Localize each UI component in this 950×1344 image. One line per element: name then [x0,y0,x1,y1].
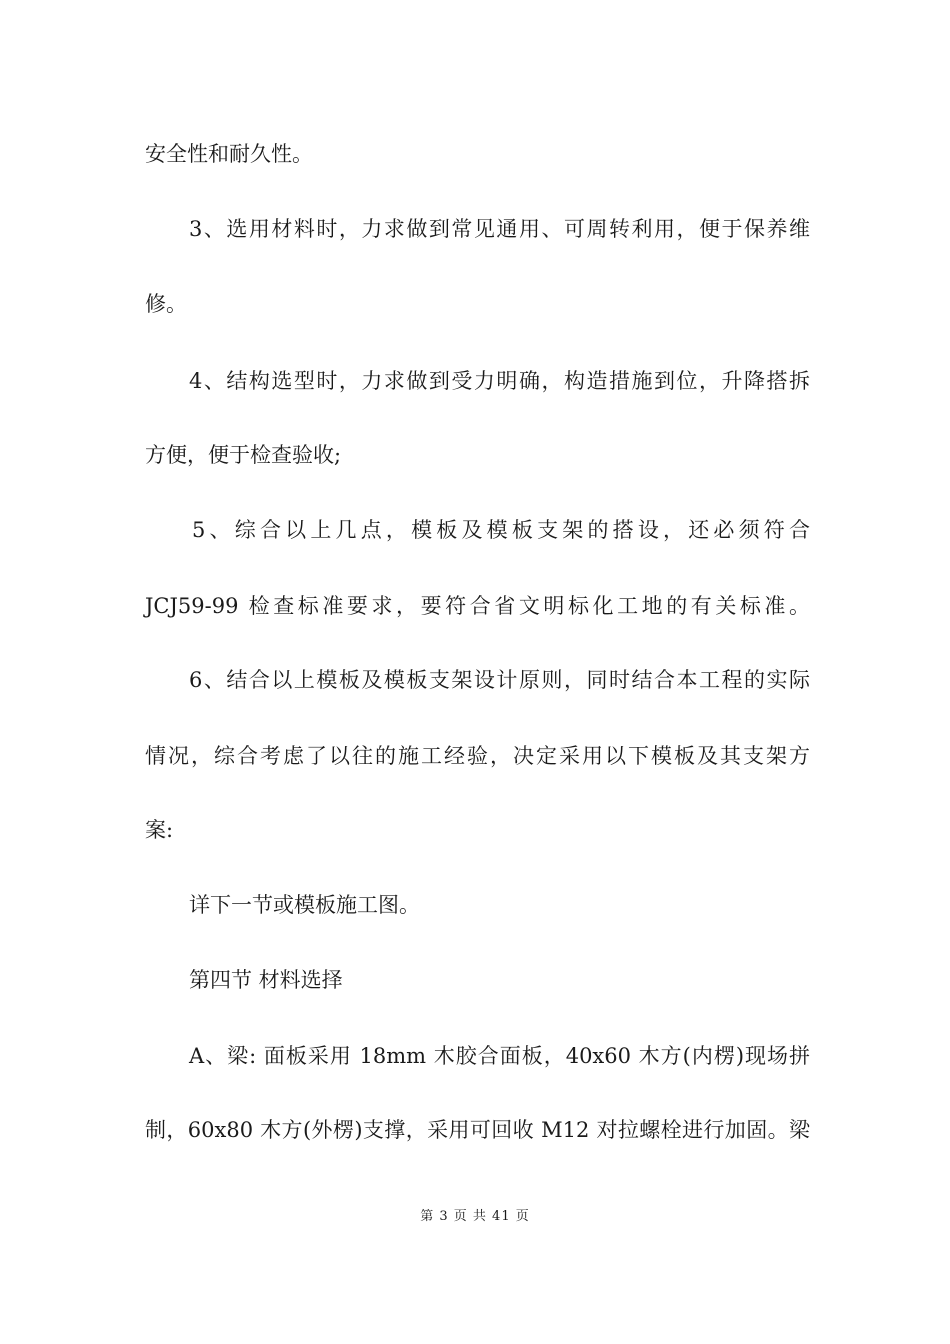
section-heading: 第四节 材料选择 [189,968,343,992]
text-line-2: 3、选用材料时，力求做到常见通用、可周转利用，便于保养维 [189,217,810,241]
text-line-3: 修。 [145,292,187,316]
text-line-11: 详下一节或模板施工图。 [189,893,420,917]
text-line-6: 5、综合以上几点，模板及模板支架的搭设，还必须符合 [192,518,810,542]
text-line-14: 制，60x80 木方(外楞)支撑，采用可回收 M12 对拉螺栓进行加固。梁 [145,1118,810,1142]
text-line-10: 案: [145,818,174,842]
text-line-5: 方便，便于检查验收; [145,443,342,467]
text-line-9: 情况，综合考虑了以往的施工经验，决定采用以下模板及其支架方 [145,744,810,768]
text-line-13: A、梁: 面板采用 18mm 木胶合面板，40x60 木方(内楞)现场拼 [189,1044,810,1068]
text-line-1: 安全性和耐久性。 [145,142,313,166]
text-line-7: JCJ59-99 检查标准要求，要符合省文明标化工地的有关标准。 [145,594,810,618]
text-line-8: 6、结合以上模板及模板支架设计原则，同时结合本工程的实际 [189,668,810,692]
page-number-footer: 第 3 页 共 41 页 [420,1209,530,1224]
text-line-4: 4、结构选型时，力求做到受力明确，构造措施到位，升降搭拆 [189,369,810,393]
